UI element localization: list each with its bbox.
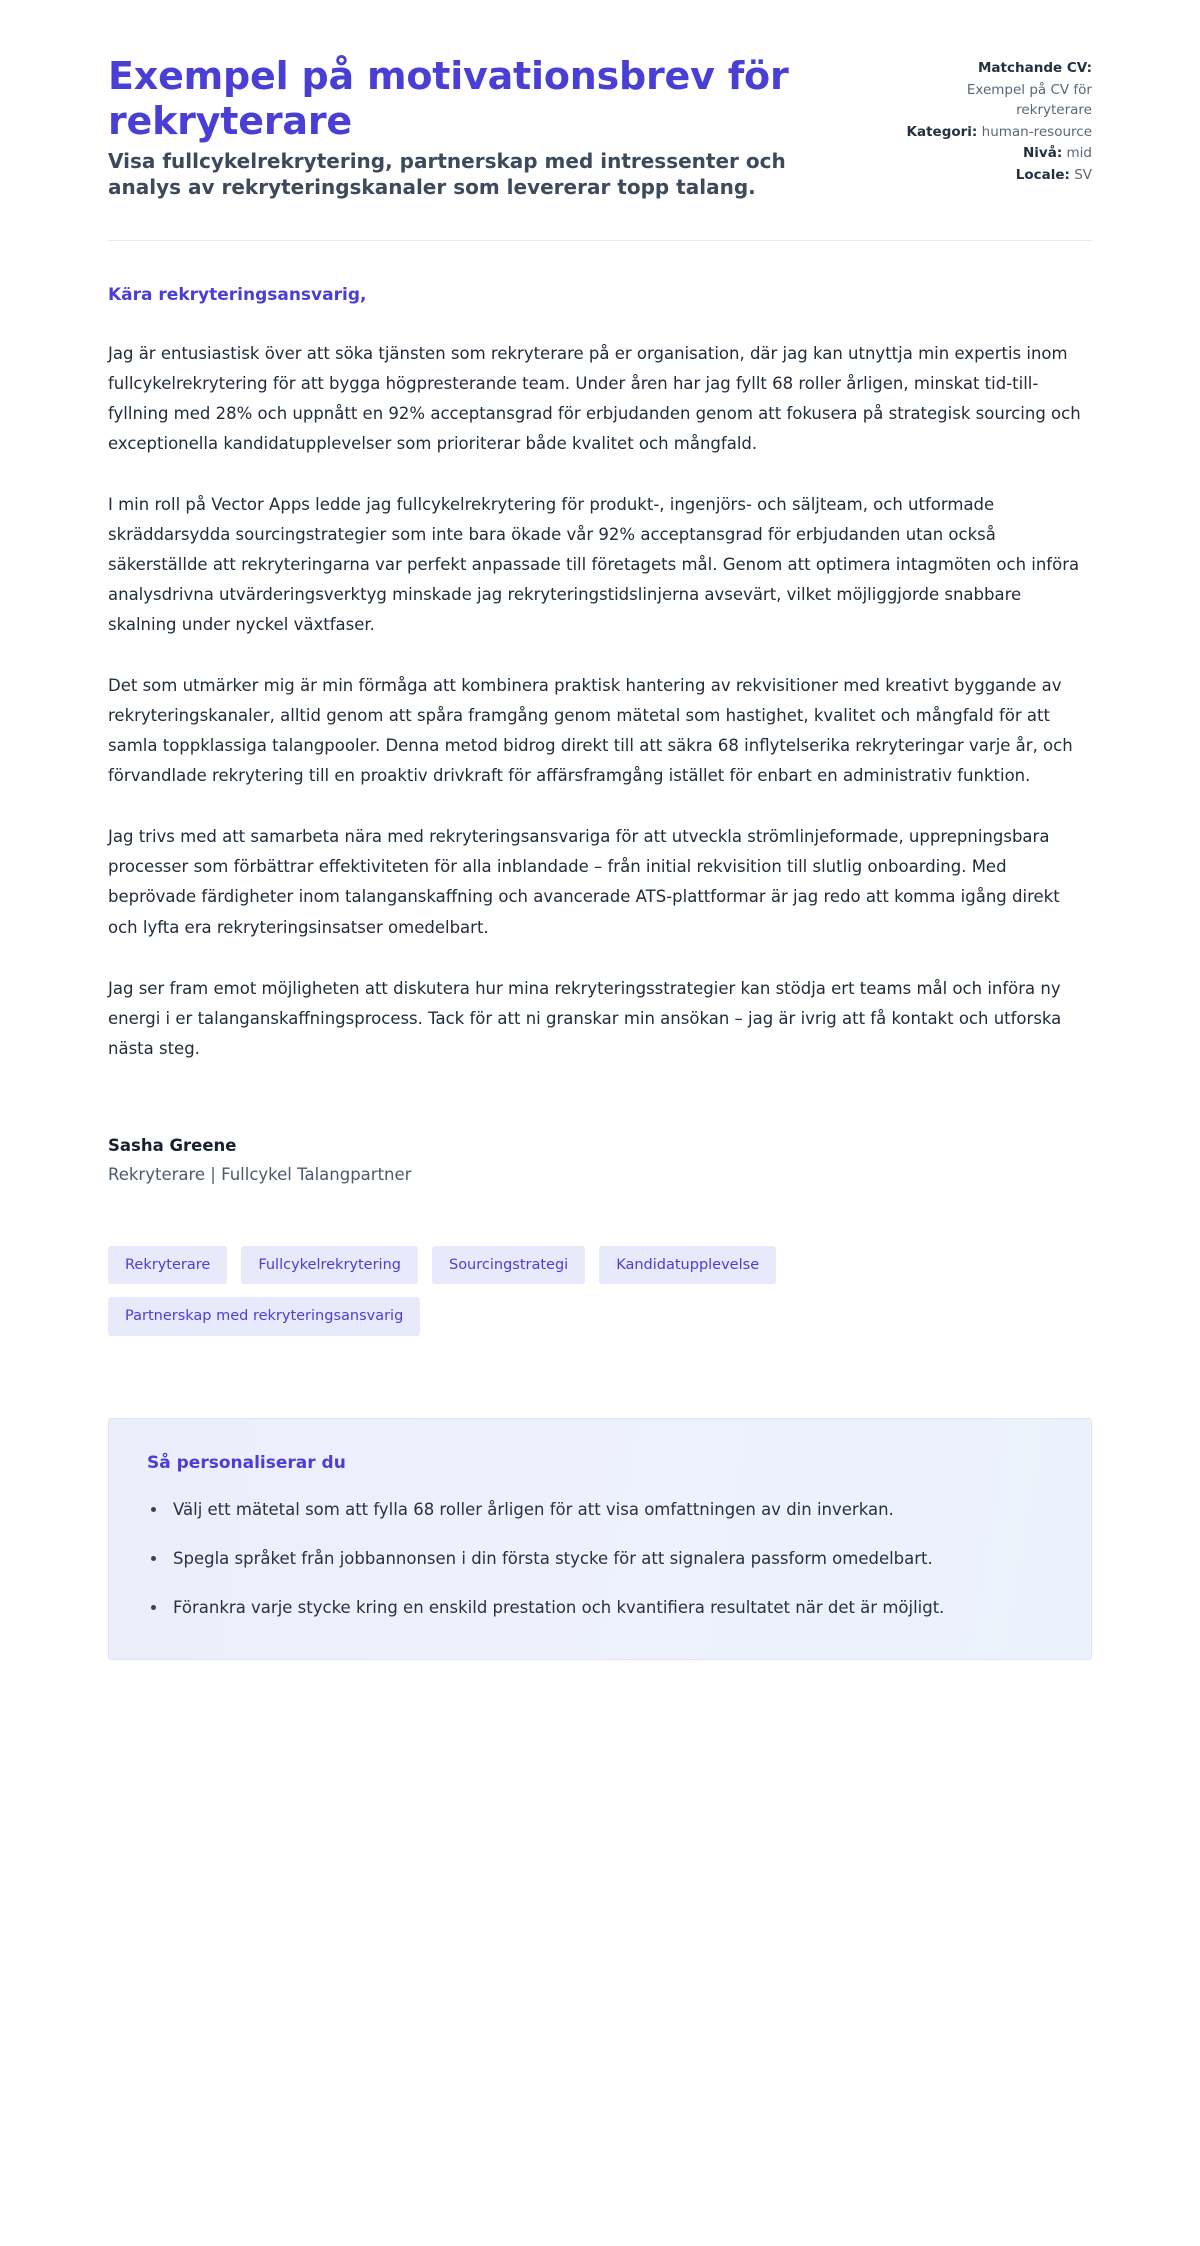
meta-level [902,143,1092,164]
document-metadata [902,54,1092,186]
page-subtitle: Visa fullcykelrekrytering, partnerskap med intressenter och analys av rekryteringskanaler som levererar topp talang. [108,148,786,200]
letter-salutation: Kära rekryteringsansvarig, [108,285,367,306]
tips-panel-title: Så personaliserar du [147,1452,346,1473]
letter-paragraph: Det som utmärker mig är min förmåga att kombinera praktisk hantering av rekvisitioner med kreativt byggande av rekryteringskanaler, alltid genom att spåra framgång genom mätetal som hastighet, kvalitet och mångfald för att samla toppklassiga talangpooler. Denna metod bidrog direkt till att säkra 68 inflytelserika rekryteringar varje år, och förvandlade rekrytering till en proaktiv drivkraft för affärsframgång istället för enbart en administrativ funktion. [108,676,1073,786]
tag-chip[interactable]: Kandidatupplevelse [599,1246,776,1285]
tag-chip[interactable]: Fullcykelrekrytering [241,1246,418,1285]
tag-chip[interactable]: Sourcingstrategi [432,1246,585,1285]
meta-matching-cv [902,58,1092,79]
signature-name: Sasha Greene [108,1135,237,1155]
document-header [108,54,1092,201]
letter-paragraph: Jag trivs med att samarbeta nära med rekryteringsansvariga för att utveckla strömlinjeformade, upprepningsbara processer som förbättrar effektiviteten för alla inblandade – från initial rekvisition till slutlig onboarding. Med beprövade färdigheter inom talanganskaffning och avancerade ATS-plattformar är jag redo att komma igång direkt och lyfta era rekryteringsinsatser omedelbart. [108,827,1060,937]
meta-level-label: Nivå: [1022,145,1063,162]
header-text-block [108,54,848,201]
tips-list-item: Förankra varje stycke kring en enskild prestation och kvantifiera resultatet när det är möjligt. [147,1593,1027,1622]
signature-role: Rekryterare | Fullcykel Talangpartner [108,1164,412,1184]
personalization-tips-panel [108,1418,1092,1660]
letter-paragraph: Jag är entusiastisk över att söka tjänsten som rekryterare på er organisation, där jag kan utnyttja min expertis inom fullcykelrekrytering för att bygga högpresterande team. Under åren har jag fyllt 68 roller årligen, minskat tid-till-fyllning med 28% och uppnått en 92% acceptansgrad för erbjudanden genom att fokusera på strategisk sourcing och exceptionella kandidatupplevelser som prioriterar både kvalitet och mångfald. [108,344,1081,454]
cover-letter-body [108,241,1092,1063]
page-title: Exempel på motivationsbrev för rekryterare [108,54,789,143]
meta-category-value: human-resource [981,123,1092,140]
meta-matching-cv-value[interactable]: Exempel på CV för rekryterare [966,81,1092,119]
meta-locale-value: SV [1074,166,1092,183]
meta-matching-cv-value-row [902,80,1092,121]
meta-category-label: Kategori: [906,123,978,140]
meta-locale-label: Locale: [1015,166,1070,183]
tag-chip[interactable]: Partnerskap med rekryteringsansvarig [108,1297,420,1336]
letter-paragraph: I min roll på Vector Apps ledde jag fullcykelrekrytering för produkt-, ingenjörs- och säljteam, och utformade skräddarsydda sourcingstrategier som inte bara ökade vår 92% acceptansgrad för erbjudanden utan också säkerställde att rekryteringarna var perfekt anpassade till företagets mål. Genom att optimera intagmöten och införa analysdrivna utvärderingsverktyg minskade jag rekryteringstidslinjerna avsevärt, vilket möjliggjorde snabbare skalning under nyckel växtfaser. [108,495,1080,635]
letter-paragraph: Jag ser fram emot möjligheten att diskutera hur mina rekryteringsstrategier kan stödja ert teams mål och införa ny energi i er talanganskaffningsprocess. Tack för att ni granskar min ansökan – jag är ivrig att få kontakt och utforska nästa steg. [108,978,1062,1058]
meta-category [902,122,1092,143]
tips-list-item: Välj ett mätetal som att fylla 68 roller årligen för att visa omfattningen av din inverkan. [147,1495,1027,1524]
meta-level-value: mid [1066,145,1092,162]
tips-list-item: Spegla språket från jobbannonsen i din första stycke för att signalera passform omedelbart. [147,1544,1027,1573]
tag-chip[interactable]: Rekryterare [108,1246,227,1285]
meta-locale [902,165,1092,186]
tips-list [147,1495,1053,1623]
meta-matching-cv-label: Matchande CV: [978,60,1092,76]
tag-list [108,1246,808,1336]
signature-block [108,1136,1092,1184]
